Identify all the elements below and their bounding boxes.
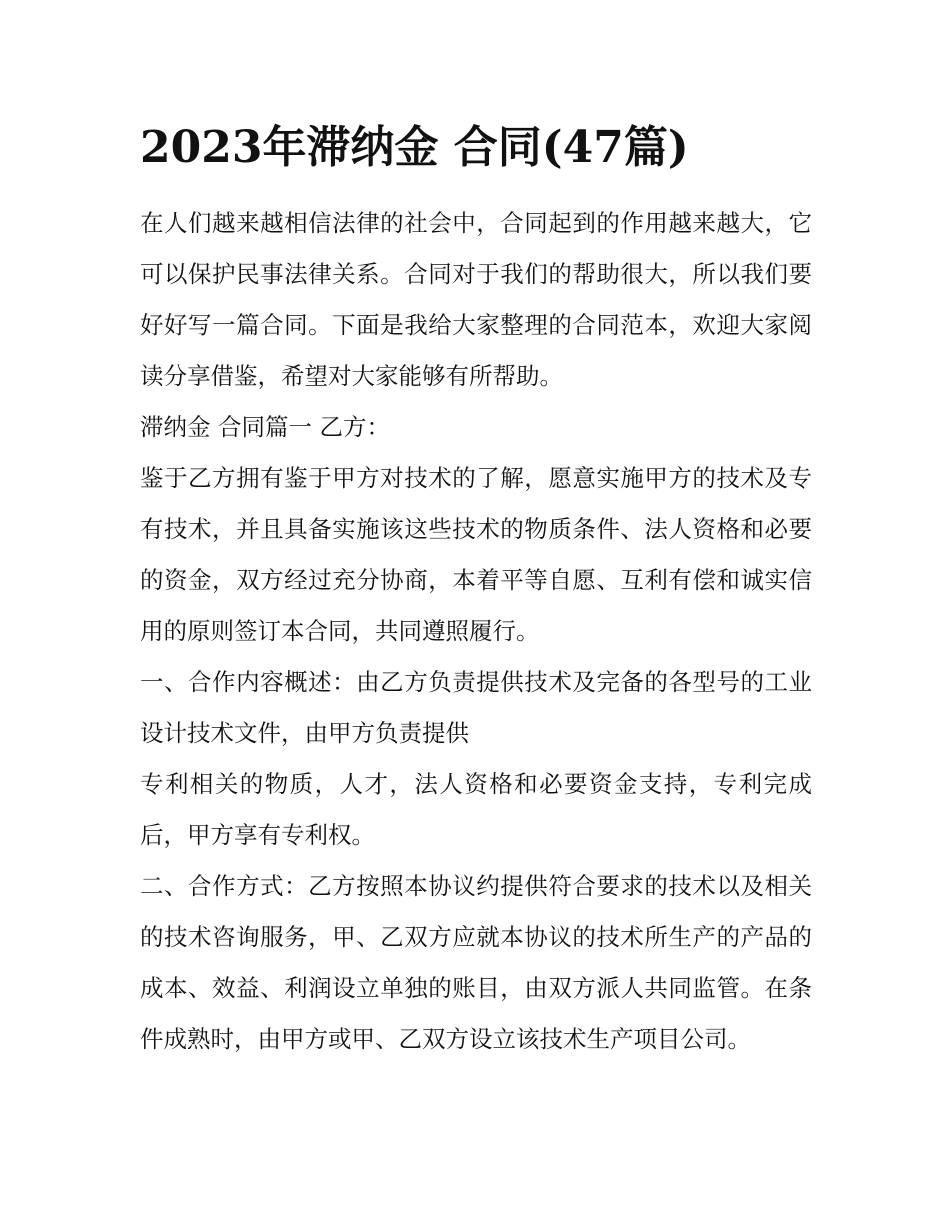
document-body [140, 198, 812, 1065]
preamble-paragraph: 鉴于乙方拥有鉴于甲方对技术的了解，愿意实施甲方的技术及专有技术，并且具备实施该这些技术的物质条件、法人资格和必要的资金，双方经过充分协商，本着平等自愿、互利有偿和诚实信用的原则签订本合同，共同遵照履行。 [140, 464, 812, 645]
clause-one-continued-paragraph: 专利相关的物质，人才，法人资格和必要资金支持，专利完成后，甲方享有专利权。 [140, 770, 812, 849]
document-title: 2023年滞纳金 合同(47篇) [140, 122, 689, 173]
intro-paragraph: 在人们越来越相信法律的社会中，合同起到的作用越来越大，它可以保护民事法律关系。合同对于我们的帮助很大，所以我们要好好写一篇合同。下面是我给大家整理的合同范本，欢迎大家阅读分享借鉴，希望对大家能够有所帮助。 [140, 209, 812, 390]
section-heading-paragraph: 滞纳金 合同篇一 乙方： [140, 413, 390, 441]
clause-one-paragraph: 一、合作内容概述：由乙方负责提供技术及完备的各型号的工业设计技术文件，由甲方负责提供 [140, 668, 812, 747]
clause-two-paragraph: 二、合作方式：乙方按照本协议约提供符合要求的技术以及相关的技术咨询服务，甲、乙双方应就本协议的技术所生产的产品的成本、效益、利润设立单独的账目，由双方派人共同监管。在条件成熟时，由甲方或甲、乙双方设立该技术生产项目公司。 [140, 872, 812, 1053]
